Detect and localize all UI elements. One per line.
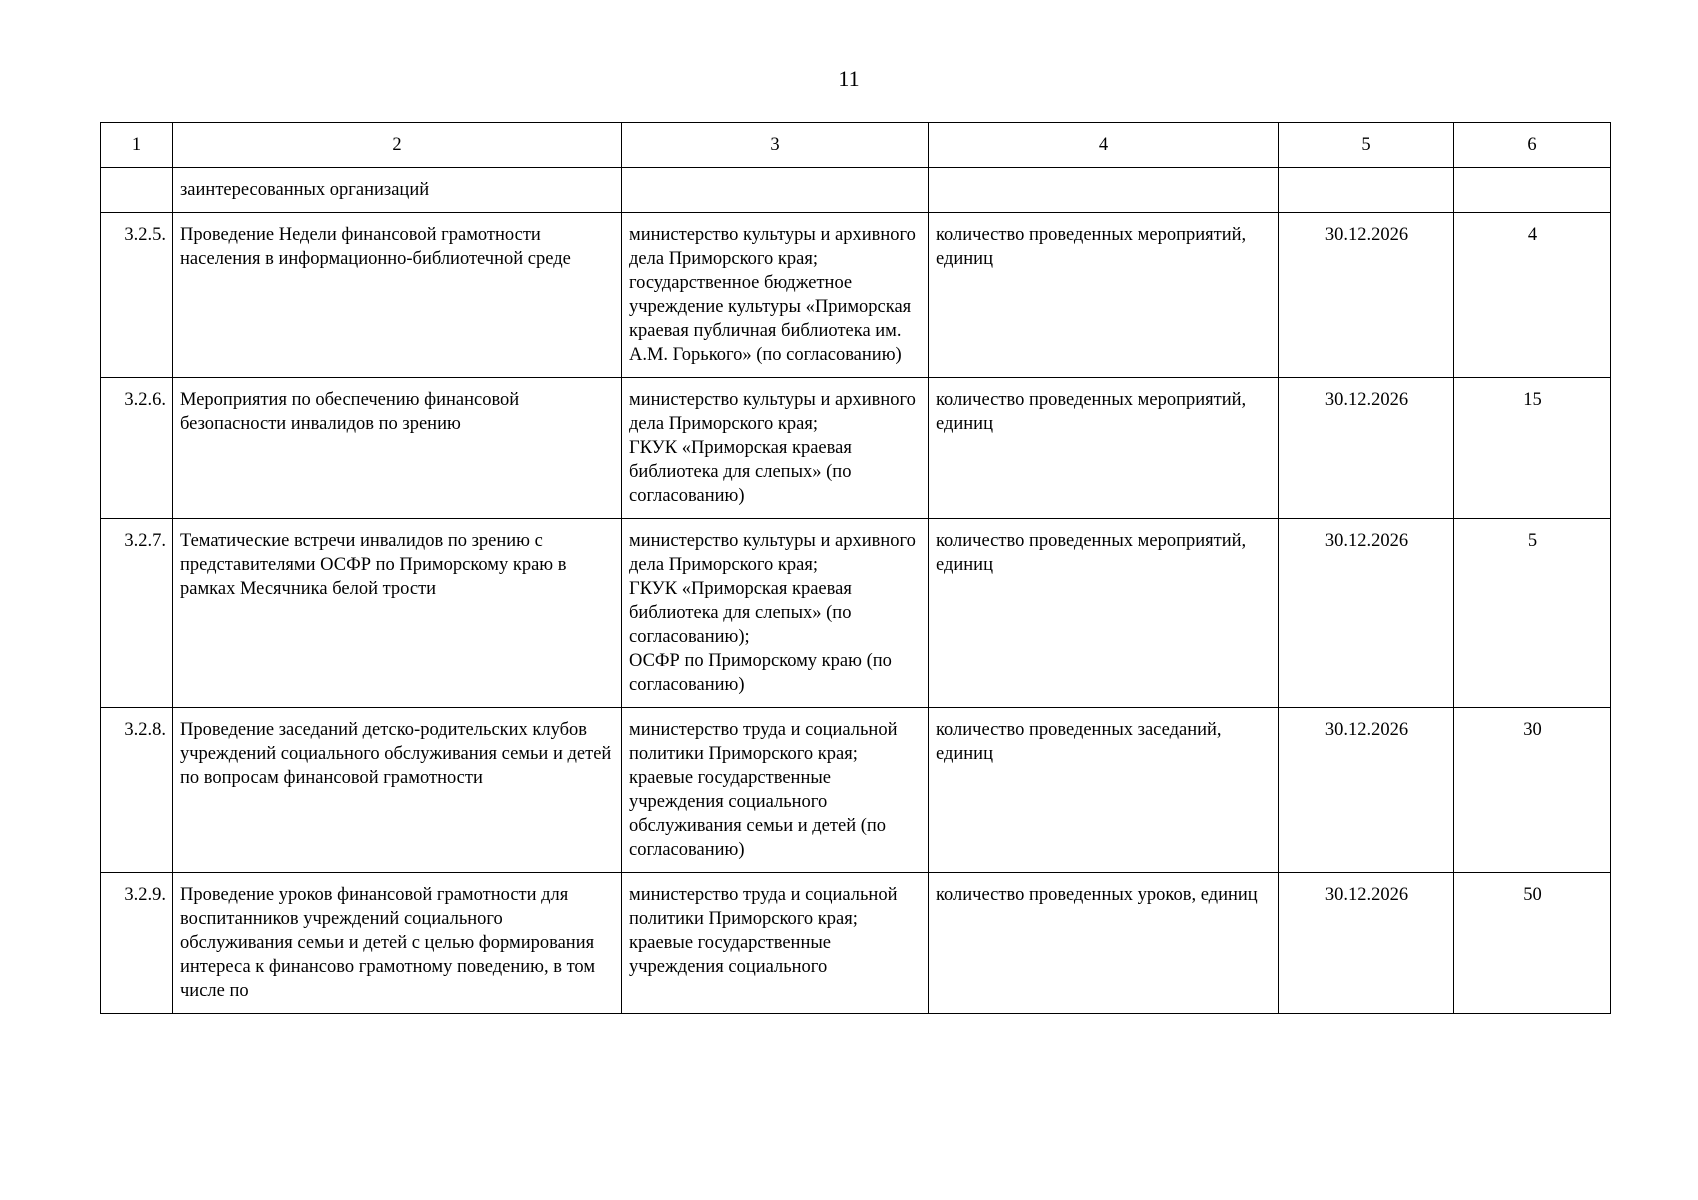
cell-indicator: количество проведенных уроков, единиц <box>929 873 1279 1014</box>
header-cell: 5 <box>1279 123 1454 168</box>
cell-num: 3.2.8. <box>101 708 173 873</box>
header-cell: 6 <box>1454 123 1611 168</box>
cell-event: Мероприятия по обеспечению финансовой безопасности инвалидов по зрению <box>173 378 622 519</box>
cell-value: 5 <box>1454 519 1611 708</box>
table-header-row <box>101 123 1611 168</box>
cell-executor: министерство труда и социальной политики Приморского края; краевые государственные учреждения социального обслуживания семьи и детей (по согласованию) <box>622 708 929 873</box>
cell-num: 3.2.9. <box>101 873 173 1014</box>
table-row <box>101 708 1611 873</box>
cell-indicator: количество проведенных мероприятий, единиц <box>929 519 1279 708</box>
header-cell: 3 <box>622 123 929 168</box>
plan-table <box>100 122 1611 1014</box>
table-row <box>101 873 1611 1014</box>
cell-event: Проведение заседаний детско-родительских клубов учреждений социального обслуживания семьи и детей по вопросам финансовой грамотности <box>173 708 622 873</box>
cell-date: 30.12.2026 <box>1279 873 1454 1014</box>
cell-date: 30.12.2026 <box>1279 708 1454 873</box>
cell-indicator: количество проведенных мероприятий, единиц <box>929 213 1279 378</box>
cell-indicator: количество проведенных мероприятий, единиц <box>929 378 1279 519</box>
page-number: 11 <box>838 66 860 91</box>
cell-num: 3.2.6. <box>101 378 173 519</box>
header-cell: 1 <box>101 123 173 168</box>
cell-date: 30.12.2026 <box>1279 519 1454 708</box>
table-row <box>101 213 1611 378</box>
table-row-continuation <box>101 168 1611 213</box>
cell-executor: министерство культуры и архивного дела Приморского края; ГКУК «Приморская краевая библиотека для слепых» (по согласованию); ОСФР по Приморскому краю (по согласованию) <box>622 519 929 708</box>
cell-date: 30.12.2026 <box>1279 378 1454 519</box>
cell-value: 4 <box>1454 213 1611 378</box>
cell-value: 30 <box>1454 708 1611 873</box>
cell-indicator: количество проведенных заседаний, единиц <box>929 708 1279 873</box>
cell-event: заинтересованных организаций <box>173 168 622 213</box>
cell-event: Тематические встречи инвалидов по зрению с представителями ОСФР по Приморскому краю в рамках Месячника белой трости <box>173 519 622 708</box>
cell-executor: министерство труда и социальной политики Приморского края; краевые государственные учреждения социального <box>622 873 929 1014</box>
cell-indicator <box>929 168 1279 213</box>
cell-value: 50 <box>1454 873 1611 1014</box>
cell-date: 30.12.2026 <box>1279 213 1454 378</box>
header-cell: 2 <box>173 123 622 168</box>
table-row <box>101 378 1611 519</box>
cell-num: 3.2.5. <box>101 213 173 378</box>
table-row <box>101 519 1611 708</box>
cell-value <box>1454 168 1611 213</box>
cell-executor: министерство культуры и архивного дела Приморского края; государственное бюджетное учреждение культуры «Приморская краевая публичная библиотека им. А.М. Горького» (по согласованию) <box>622 213 929 378</box>
cell-executor <box>622 168 929 213</box>
cell-event: Проведение Недели финансовой грамотности населения в информационно-библиотечной среде <box>173 213 622 378</box>
cell-value: 15 <box>1454 378 1611 519</box>
cell-num: 3.2.7. <box>101 519 173 708</box>
cell-num <box>101 168 173 213</box>
header-cell: 4 <box>929 123 1279 168</box>
cell-event: Проведение уроков финансовой грамотности для воспитанников учреждений социального обслуживания семьи и детей с целью формирования интереса к финансово грамотному поведению, в том числе по <box>173 873 622 1014</box>
cell-date <box>1279 168 1454 213</box>
cell-executor: министерство культуры и архивного дела Приморского края; ГКУК «Приморская краевая библиотека для слепых» (по согласованию) <box>622 378 929 519</box>
